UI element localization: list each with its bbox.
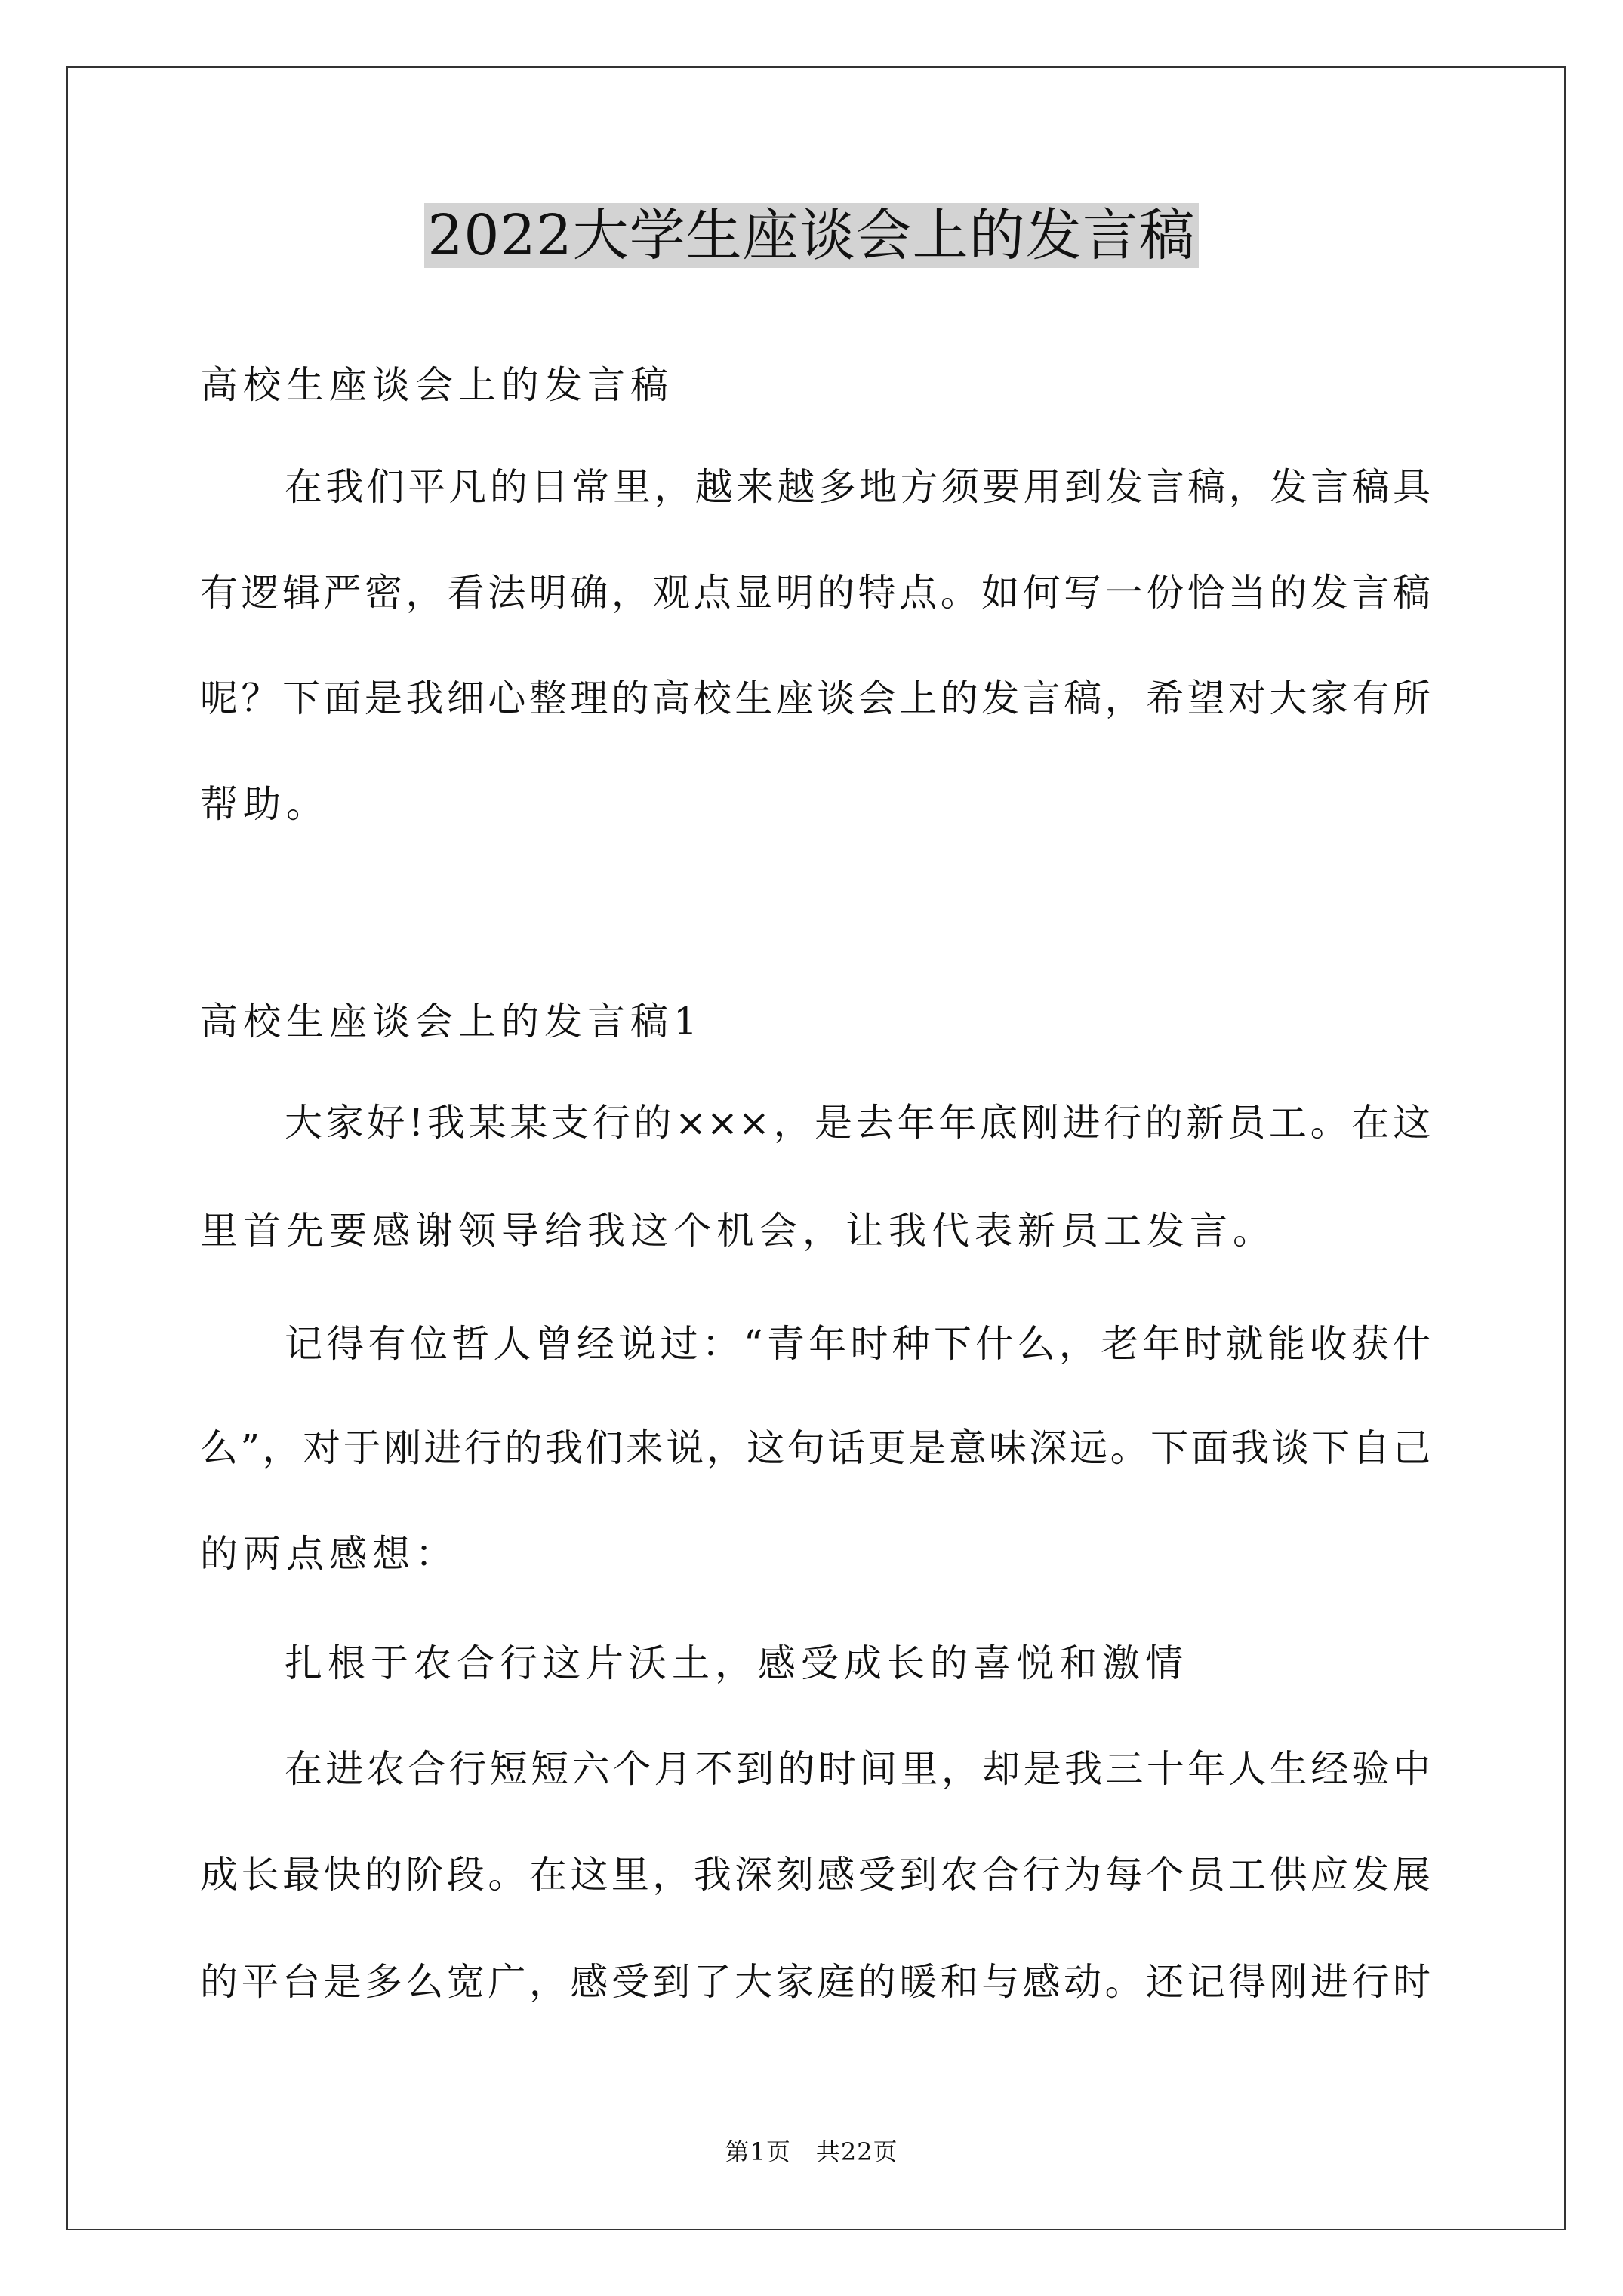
paragraph-line: 记得有位哲人曾经说过：“青年时种下什么，老年时就能收获什 [285,1322,1431,1366]
paragraph-line: 在进农合行短短六个月不到的时间里，却是我三十年人生经验中 [285,1747,1431,1791]
paragraph-line: 大家好!我某某支行的×××，是去年年底刚进行的新员工。在这 [285,1101,1431,1145]
section-heading: 高校生座谈会上的发言稿1 [200,1000,703,1043]
paragraph-line: 有逻辑严密，看法明确，观点显明的特点。如何写一份恰当的发言稿 [200,571,1431,615]
document-title [0,198,1623,273]
paragraph-line: 的两点感想： [200,1532,458,1576]
paragraph-line: 成长最快的阶段。在这里，我深刻感受到农合行为每个员工供应发展 [200,1853,1431,1897]
paragraph-line: 的平台是多么宽广，感受到了大家庭的暖和与感动。还记得刚进行时 [200,1960,1431,2004]
page-number-footer: 第1页 共22页 [725,2137,898,2166]
paragraph-line: 帮助。 [200,782,329,826]
paragraph-line: 呢？下面是我细心整理的高校生座谈会上的发言稿，希望对大家有所 [200,676,1431,720]
paragraph-line: 么”，对于刚进行的我们来说，这句话更是意味深远。下面我谈下自己 [200,1426,1431,1470]
document-title-text: 2022大学生座谈会上的发言稿 [424,203,1198,268]
subtitle-line: 高校生座谈会上的发言稿 [200,363,673,407]
paragraph-line: 里首先要感谢领导给我这个机会，让我代表新员工发言。 [200,1209,1276,1253]
paragraph-line: 扎根于农合行这片沃土，感受成长的喜悦和激情 [285,1641,1188,1685]
paragraph-line: 在我们平凡的日常里，越来越多地方须要用到发言稿，发言稿具 [285,465,1431,509]
